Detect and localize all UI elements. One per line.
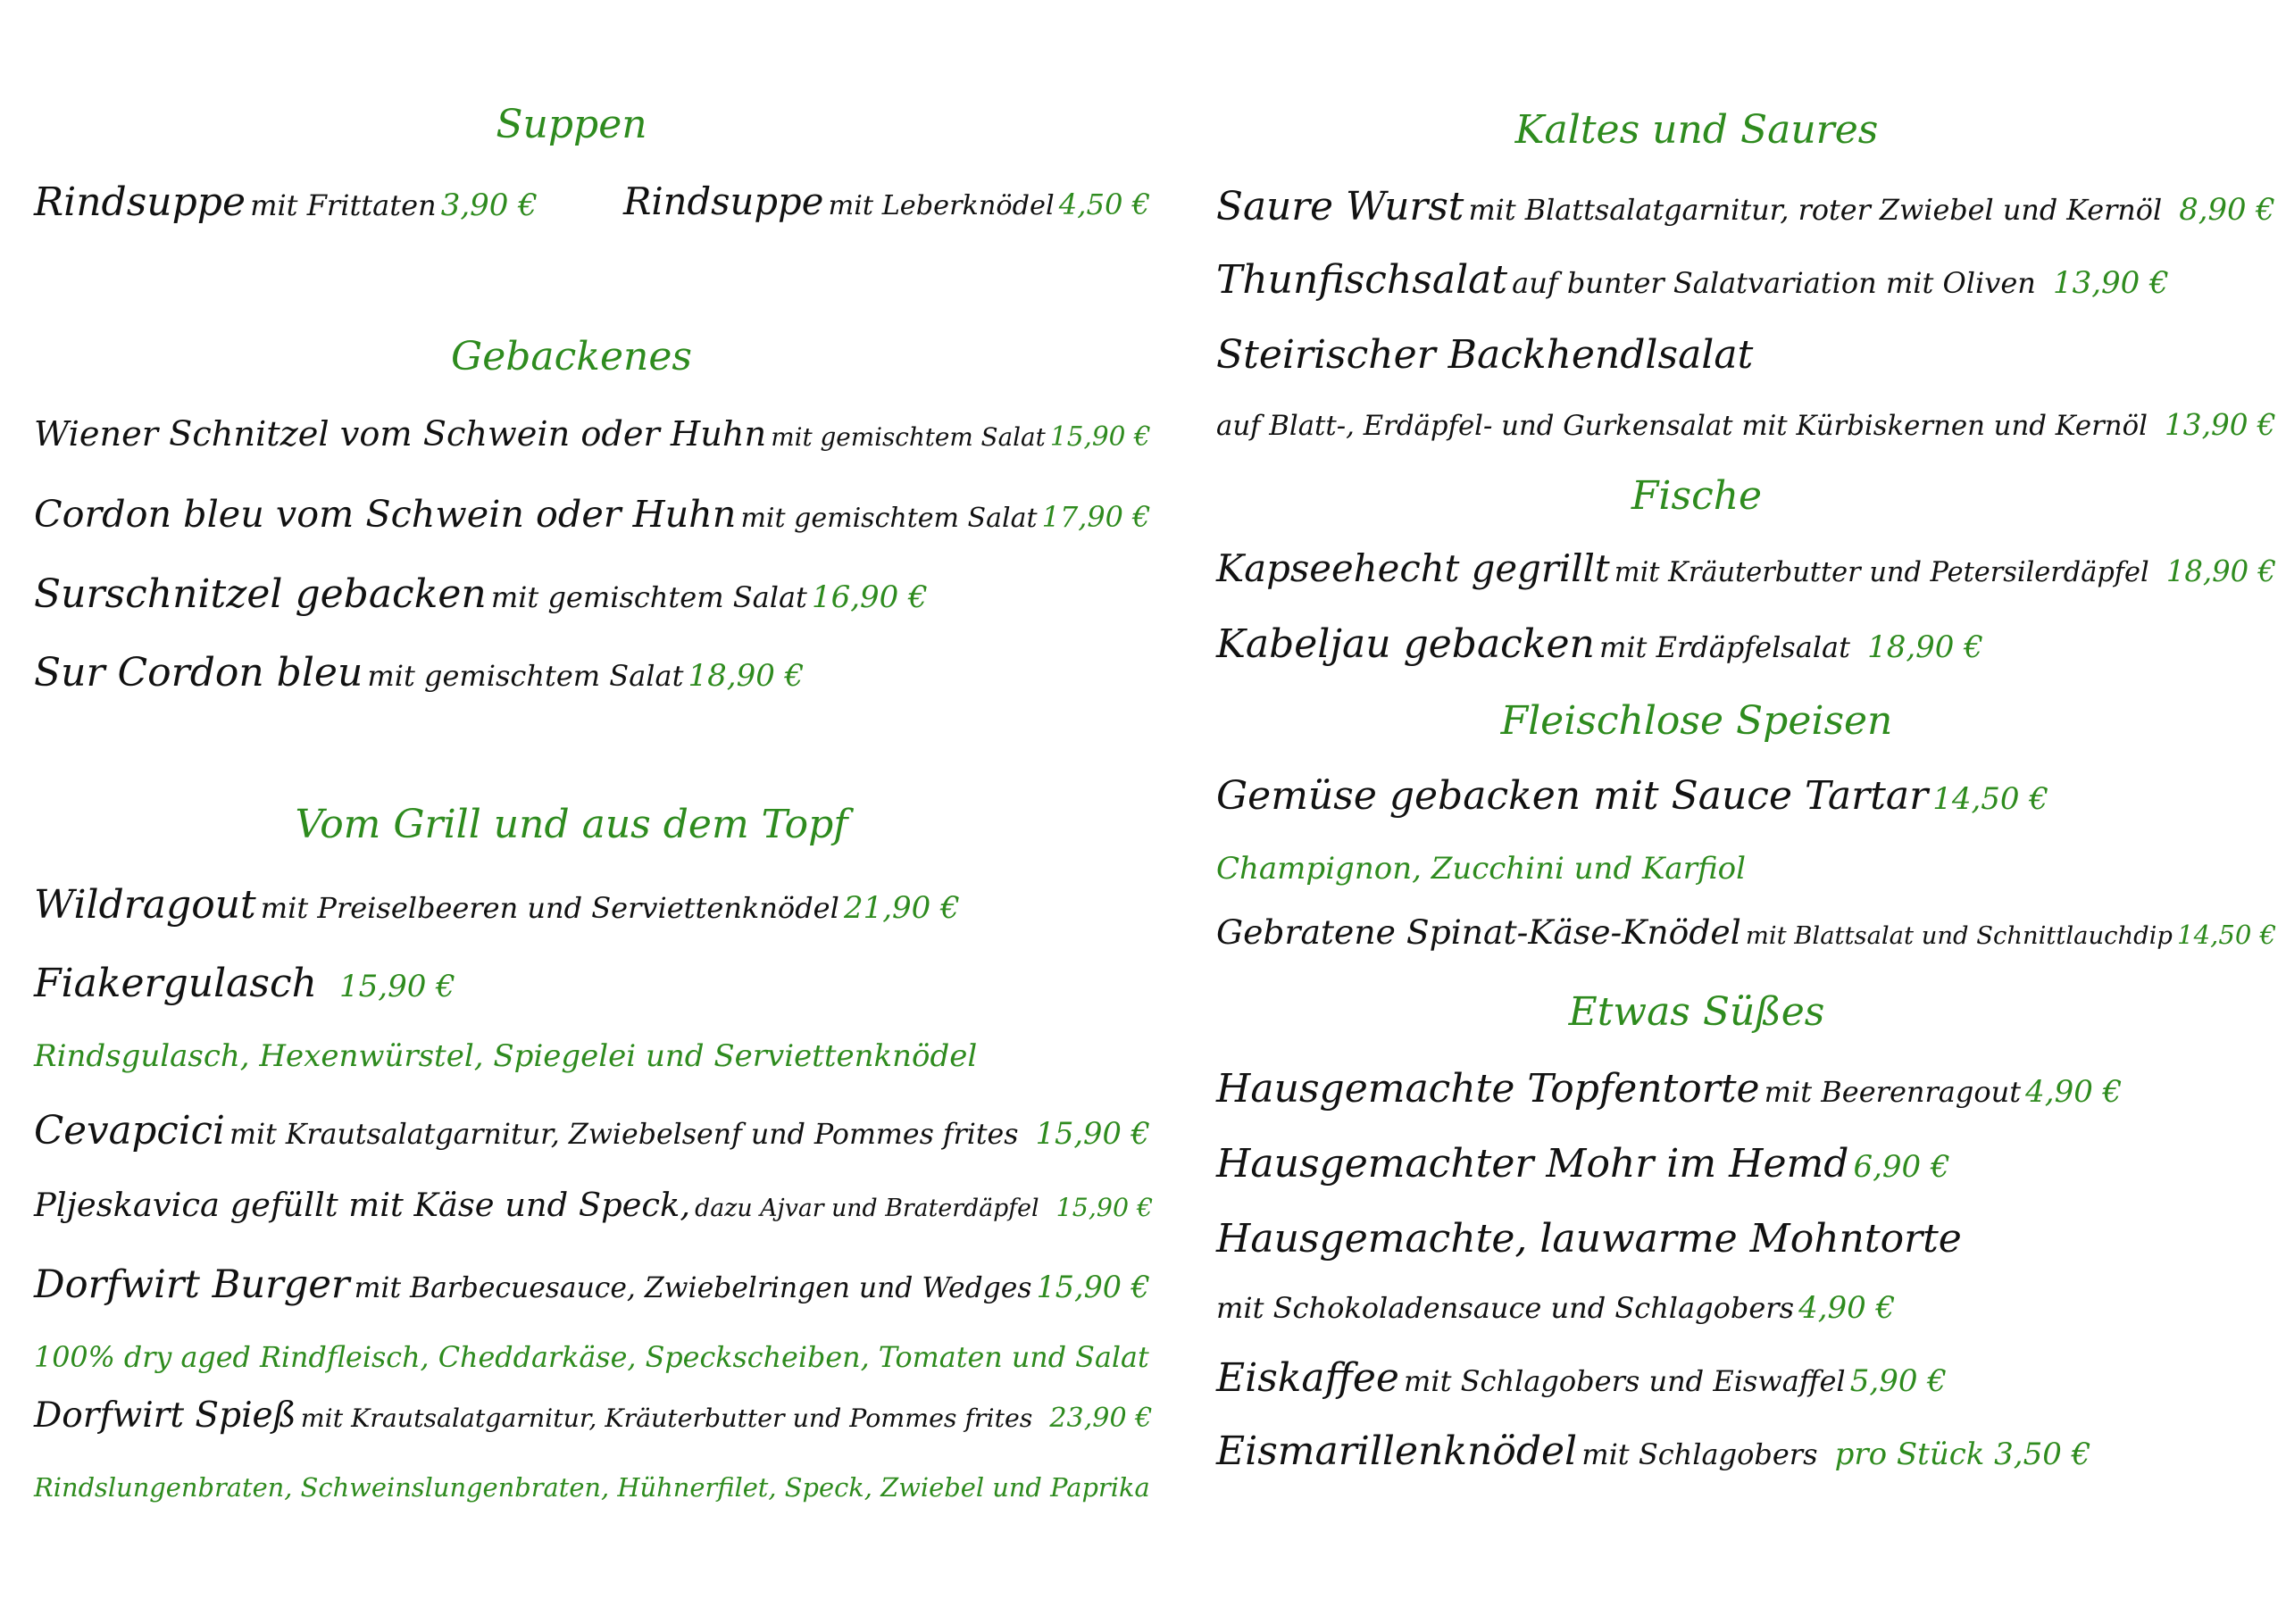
menu-item <box>623 179 1151 223</box>
menu-item <box>34 1395 1153 1436</box>
menu-item <box>34 1262 1150 1307</box>
item-price: 13,90 € <box>2165 408 2276 442</box>
menu-item <box>1216 773 2048 819</box>
item-desc: mit gemischtem Salat <box>771 422 1046 452</box>
item-price: 18,90 € <box>688 658 805 694</box>
menu-item <box>1216 1428 2091 1474</box>
item-name: Rindsuppe <box>623 179 824 223</box>
item-note: 100% dry aged Rindfleisch, Cheddarkäse, Speckscheiben, Tomaten und Salat <box>34 1342 1149 1374</box>
menu-item <box>34 571 928 617</box>
item-price: 13,90 € <box>2052 265 2169 301</box>
item-name: Gebratene Spinat-Käse-Knödel <box>1216 912 1741 952</box>
item-price: 4,90 € <box>2025 1074 2123 1110</box>
item-desc: dazu Ajvar und Braterdäpfel <box>695 1195 1039 1222</box>
menu-item <box>1216 184 2275 229</box>
item-price: 4,90 € <box>1798 1290 1896 1326</box>
item-desc: mit Frittaten <box>250 188 437 222</box>
item-desc: mit Schlagobers und Eiswaffel <box>1404 1364 1846 1398</box>
item-price: 18,90 € <box>1867 629 1983 665</box>
item-price: 6,90 € <box>1853 1149 1950 1185</box>
item-desc: mit Preiselbeeren und Serviettenknödel <box>260 891 839 925</box>
item-name: Dorfwirt Spieß <box>34 1395 296 1436</box>
item-desc: mit Barbecuesauce, Zwiebelringen und Wedges <box>354 1272 1032 1304</box>
menu-item <box>34 1186 1154 1224</box>
item-price: 15,90 € <box>1035 1116 1150 1151</box>
item-name: Kabeljau gebacken <box>1216 621 1595 667</box>
menu-item <box>1216 1141 1950 1187</box>
section-heading-fische: Fische <box>1631 473 1763 519</box>
item-price: 14,50 € <box>1932 781 2048 817</box>
item-name: Wildragout <box>34 882 256 928</box>
item-price: 3,90 € <box>440 187 538 223</box>
item-desc: mit Erdäpfelsalat <box>1598 630 1850 664</box>
menu-item <box>34 882 960 928</box>
item-desc: mit Beerenragout <box>1764 1075 2022 1109</box>
item-desc: mit Krautsalatgarnitur, Zwiebelsenf und Pommes frites <box>229 1119 1019 1151</box>
menu-item <box>34 650 805 695</box>
menu-item <box>1216 257 2169 303</box>
item-desc: auf Blatt-, Erdäpfel- und Gurkensalat mit Kürbiskernen und Kernöl <box>1216 410 2148 442</box>
item-desc: mit Blattsalat und Schnittlauchdip <box>1745 922 2173 950</box>
item-name: Surschnitzel gebacken <box>34 571 487 617</box>
item-note: Champignon, Zucchini und Karfiol <box>1216 851 1746 887</box>
item-name: Kapseehecht gegrillt <box>1216 546 1610 590</box>
item-name: Hausgemachter Mohr im Hemd <box>1216 1141 1849 1187</box>
item-name: Saure Wurst <box>1216 184 1464 229</box>
menu-item <box>1216 621 1983 667</box>
item-price: 21,90 € <box>843 890 960 926</box>
item-name: Hausgemachte Topfentorte <box>1216 1066 1760 1112</box>
item-name: Rindsuppe <box>34 179 246 225</box>
menu-item <box>34 961 455 1006</box>
menu-item <box>1216 1290 1896 1326</box>
item-price: 4,50 € <box>1058 187 1151 221</box>
section-heading-gebackenes: Gebackenes <box>451 334 692 379</box>
item-name: Sur Cordon bleu <box>34 650 363 695</box>
item-price: 15,90 € <box>339 969 455 1004</box>
menu-item <box>34 1109 1150 1153</box>
item-price: 18,90 € <box>2165 554 2276 588</box>
section-heading-suppen: Suppen <box>496 102 647 147</box>
item-desc: mit Leberknödel <box>828 190 1055 221</box>
item-price: 8,90 € <box>2179 192 2275 227</box>
item-note: Rindsgulasch, Hexenwürstel, Spiegelei und Serviettenknödel <box>34 1038 978 1074</box>
item-name: Pljeskavica gefüllt mit Käse und Speck, <box>34 1186 691 1224</box>
menu-item <box>1216 1066 2123 1112</box>
item-name: Dorfwirt Burger <box>34 1262 350 1307</box>
section-heading-suesses: Etwas Süßes <box>1568 989 1825 1035</box>
item-desc: mit Kräuterbutter und Petersilerdäpfel <box>1614 557 2149 588</box>
item-price: pro Stück 3,50 € <box>1834 1437 2091 1472</box>
item-name: Thunfischsalat <box>1216 257 1508 303</box>
item-price: 15,90 € <box>1055 1193 1154 1222</box>
section-heading-kaltes: Kaltes und Saures <box>1514 107 1879 153</box>
item-desc: mit Krautsalatgarnitur, Kräuterbutter und Pommes frites <box>300 1403 1033 1433</box>
item-desc: mit Schokoladensauce und Schlagobers <box>1216 1291 1794 1325</box>
item-desc: mit gemischtem Salat <box>740 503 1038 534</box>
item-name: Eismarillenknödel <box>1216 1428 1578 1474</box>
item-desc: mit gemischtem Salat <box>367 659 684 693</box>
section-heading-grill: Vom Grill und aus dem Topf <box>295 802 848 847</box>
item-name: Eiskaffee <box>1216 1355 1399 1401</box>
menu-item <box>34 179 538 225</box>
item-price: 17,90 € <box>1041 500 1151 534</box>
section-heading-fleischlos: Fleischlose Speisen <box>1500 698 1893 744</box>
menu-item <box>34 415 1151 454</box>
item-price: 16,90 € <box>811 579 928 615</box>
item-desc: mit Blattsalatgarnitur, roter Zwiebel und Kernöl <box>1468 193 2163 227</box>
menu-item <box>1216 408 2276 442</box>
item-name: Steirischer Backhendlsalat <box>1216 332 1754 378</box>
item-name: Cevapcici <box>34 1109 225 1153</box>
menu-item <box>34 493 1151 536</box>
item-note: Rindslungenbraten, Schweinslungenbraten, Hühnerfilet, Speck, Zwiebel und Paprika <box>34 1472 1150 1503</box>
item-name: Fiakergulasch <box>34 961 317 1006</box>
item-desc: mit Schlagobers <box>1581 1437 1818 1471</box>
item-desc: mit gemischtem Salat <box>490 580 807 614</box>
menu-item <box>1216 1355 1947 1401</box>
menu-item <box>1216 546 2276 590</box>
item-price: 15,90 € <box>1049 421 1151 452</box>
item-price: 15,90 € <box>1036 1270 1150 1304</box>
item-name: Wiener Schnitzel vom Schwein oder Huhn <box>34 415 767 454</box>
item-desc: auf bunter Salatvariation mit Oliven <box>1512 266 2036 300</box>
item-name: Cordon bleu vom Schwein oder Huhn <box>34 493 737 536</box>
item-name: Hausgemachte, lauwarme Mohntorte <box>1216 1216 1962 1262</box>
item-price: 23,90 € <box>1049 1403 1153 1434</box>
item-price: 5,90 € <box>1849 1363 1947 1399</box>
item-price: 14,50 € <box>2177 920 2277 950</box>
item-name: Gemüse gebacken mit Sauce Tartar <box>1216 773 1929 819</box>
menu-item <box>1216 912 2277 952</box>
